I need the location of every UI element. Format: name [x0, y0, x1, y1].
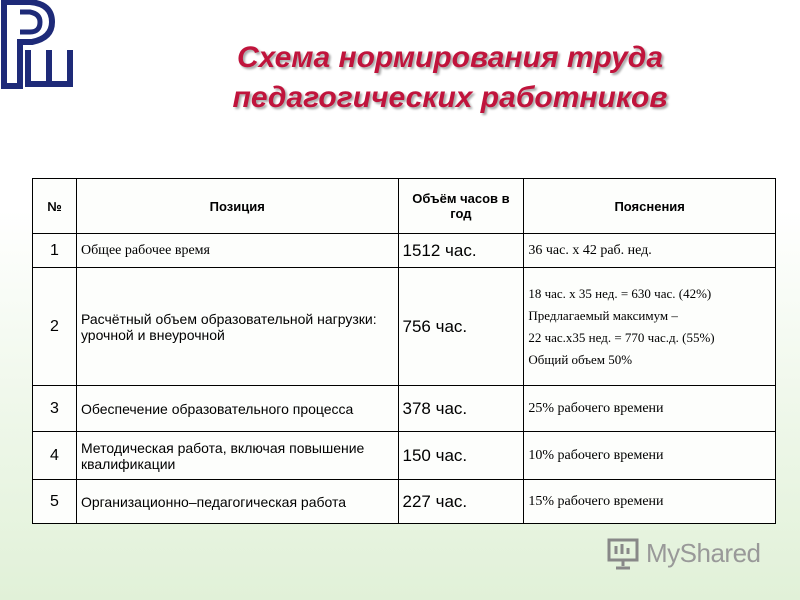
university-logo	[0, 0, 76, 92]
row-position: Организационно–педагогическая работа	[76, 480, 398, 524]
row-hours: 756 час.	[398, 268, 524, 386]
row-hours: 150 час.	[398, 432, 524, 480]
myshared-watermark	[606, 534, 776, 574]
col-header-hours: Объём часов в год	[398, 179, 524, 234]
col-header-number: №	[33, 179, 77, 234]
col-header-notes: Пояснения	[524, 179, 776, 234]
watermark-text: MyShared	[646, 538, 761, 568]
table-row	[33, 480, 776, 524]
row-notes	[524, 268, 776, 386]
table-row	[33, 268, 776, 386]
note-line: 22 час.х35 нед. = 770 час.д. (55%)	[528, 329, 715, 345]
table-row	[33, 234, 776, 268]
presentation-board-icon	[606, 536, 642, 572]
row-notes: 10% рабочего времени	[524, 432, 776, 480]
row-hours: 227 час.	[398, 480, 524, 524]
table-row	[33, 432, 776, 480]
note-line: Общий объем 50%	[528, 351, 633, 367]
row-number: 5	[33, 480, 77, 524]
table-header-row	[33, 179, 776, 234]
col-header-position: Позиция	[76, 179, 398, 234]
table-row	[33, 386, 776, 432]
note-line: Предлагаемый максимум –	[528, 307, 678, 323]
row-position: Расчётный объем образовательной нагрузки: урочной и внеурочной	[76, 268, 398, 386]
row-notes: 36 час. х 42 раб. нед.	[524, 234, 776, 268]
row-notes: 25% рабочего времени	[524, 386, 776, 432]
note-line: 18 час. х 35 нед. = 630 час. (42%)	[528, 285, 712, 301]
row-position: Общее рабочее время	[76, 234, 398, 268]
row-notes: 15% рабочего времени	[524, 480, 776, 524]
row-number: 4	[33, 432, 77, 480]
title-line-1: Схема нормирования труда	[236, 41, 664, 74]
row-hours: 378 час.	[398, 386, 524, 432]
page-title	[120, 38, 780, 118]
row-number: 3	[33, 386, 77, 432]
row-position: Методическая работа, включая повышение квалификации	[76, 432, 398, 480]
workload-table	[32, 178, 776, 524]
title-line-2: педагогических работников	[232, 81, 668, 114]
row-position: Обеспечение образовательного процесса	[76, 386, 398, 432]
row-number: 1	[33, 234, 77, 268]
row-hours: 1512 час.	[398, 234, 524, 268]
row-number: 2	[33, 268, 77, 386]
